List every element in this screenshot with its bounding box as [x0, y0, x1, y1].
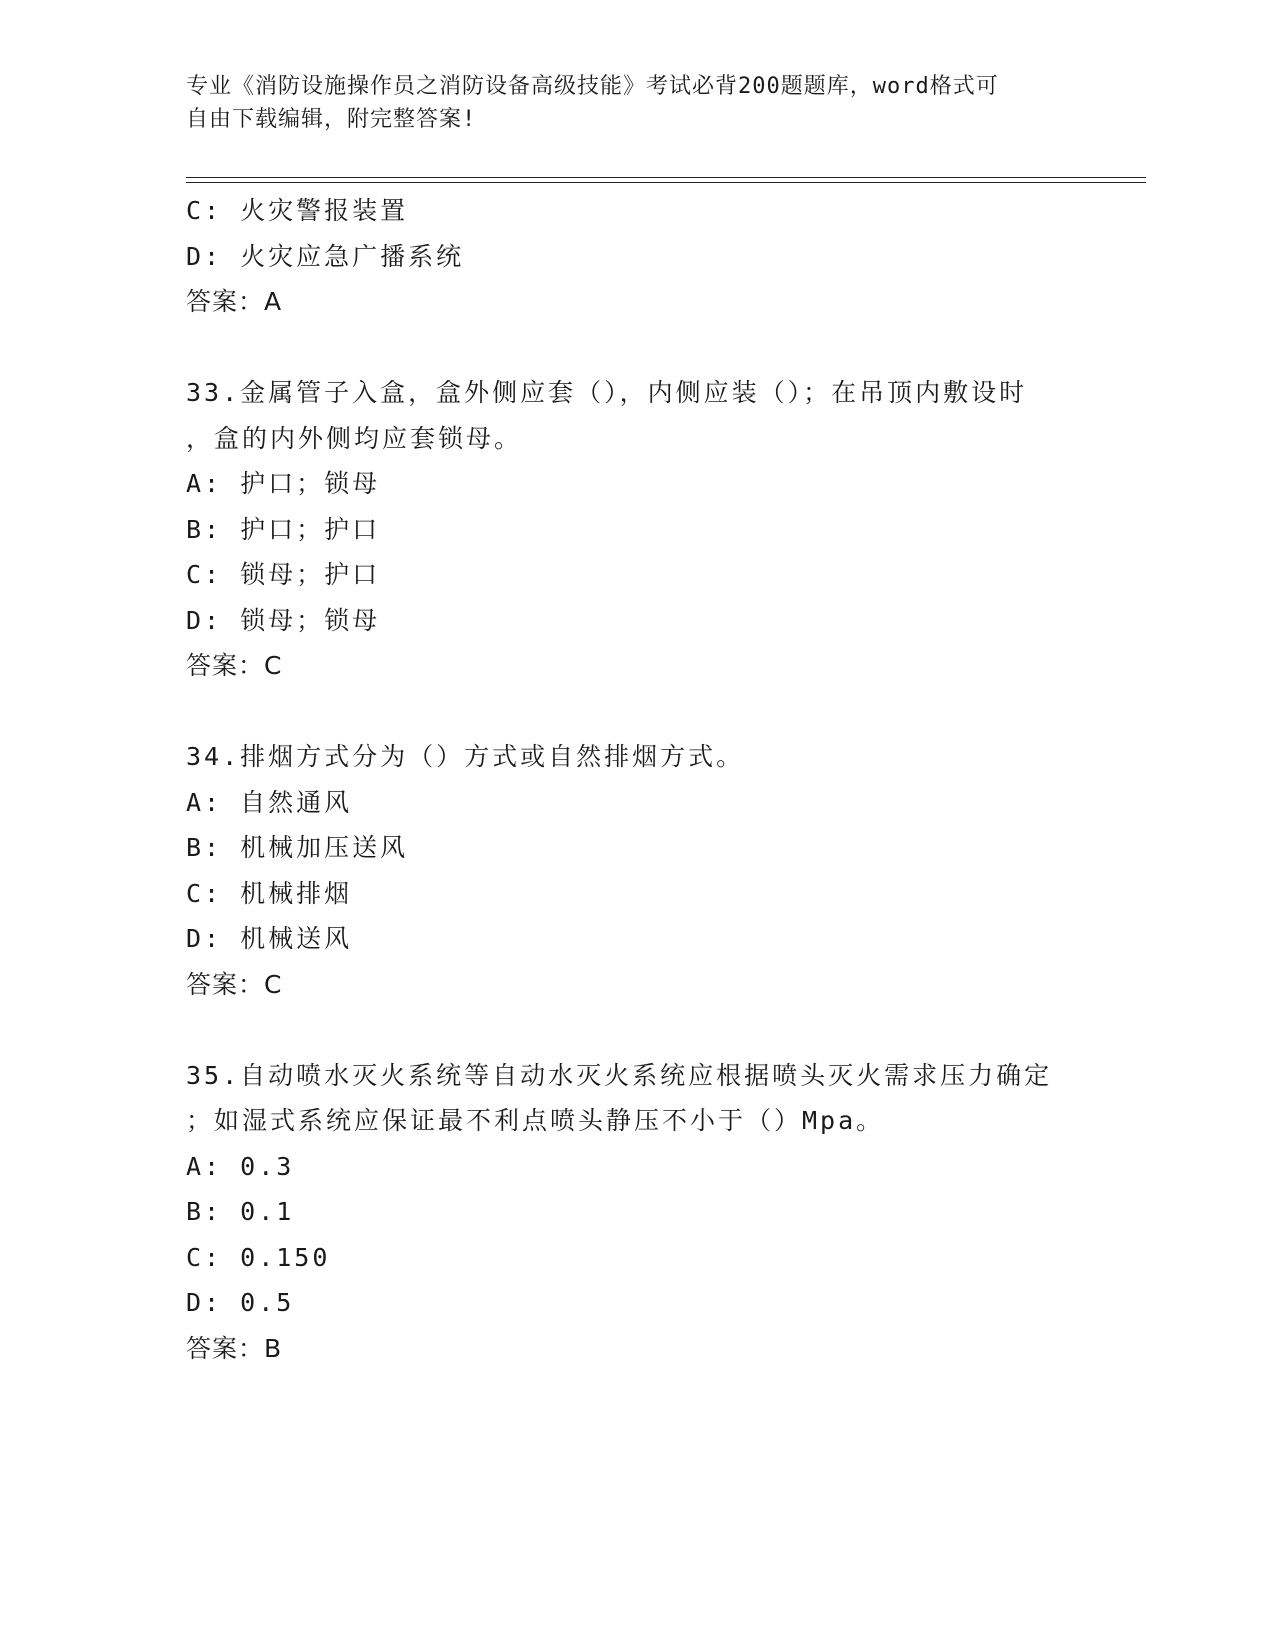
- option-a: A: 自然通风: [186, 787, 353, 817]
- option-b: B: 护口；护口: [186, 514, 381, 544]
- question-block-34: [186, 734, 1086, 1007]
- option-c: C: 锁母；护口: [186, 560, 381, 589]
- option-b: B: 机械加压送风: [186, 833, 409, 862]
- header-title-line-1: 专业《消防设施操作员之消防设备高级技能》考试必背200题题库，word格式可: [186, 74, 999, 99]
- question-stem-line: ；如湿式系统应保证最不利点喷头静压不小于（）Mpa。: [186, 1106, 885, 1135]
- question-stem-line: 34.排烟方式分为（）方式或自然排烟方式。: [186, 742, 745, 771]
- answer-line: 答案：A: [186, 287, 283, 316]
- option-c: C: 火灾警报装置: [186, 196, 409, 225]
- option-a: A: 护口；锁母: [186, 469, 381, 498]
- option-d: D: 机械送风: [186, 924, 353, 953]
- option-d: D: 0.5: [186, 1288, 295, 1317]
- option-c: C: 机械排烟: [186, 878, 353, 908]
- question-block-35: [186, 1053, 1086, 1372]
- option-c: C: 0.150: [186, 1242, 331, 1272]
- option-a: A: 0.3: [186, 1151, 295, 1181]
- header-title-line-2: 自由下载编辑，附完整答案!: [186, 107, 477, 132]
- question-stem-line: ，盒的内外侧均应套锁母。: [186, 423, 523, 453]
- document-header: [186, 70, 1086, 136]
- answer-line: 答案：C: [186, 651, 283, 680]
- question-block-33: [186, 370, 1086, 689]
- option-d: D: 锁母；锁母: [186, 605, 381, 635]
- spacer: [186, 689, 1086, 735]
- question-stem-line: 33.金属管子入盒，盒外侧应套（），内侧应装（）；在吊顶内敷设时: [186, 378, 1028, 407]
- question-list: [186, 188, 1086, 1371]
- header-divider-top: [186, 177, 1146, 178]
- question-block-continued: [186, 188, 1086, 325]
- answer-line: 答案：C: [186, 969, 283, 999]
- option-d: D: 火灾应急广播系统: [186, 241, 465, 271]
- spacer: [186, 325, 1086, 371]
- answer-line: 答案：B: [186, 1333, 283, 1363]
- header-divider-bottom: [186, 182, 1146, 183]
- option-b: B: 0.1: [186, 1197, 295, 1226]
- spacer: [186, 1007, 1086, 1053]
- question-stem-line: 35.自动喷水灭火系统等自动水灭火系统应根据喷头灭火需求压力确定: [186, 1060, 1053, 1090]
